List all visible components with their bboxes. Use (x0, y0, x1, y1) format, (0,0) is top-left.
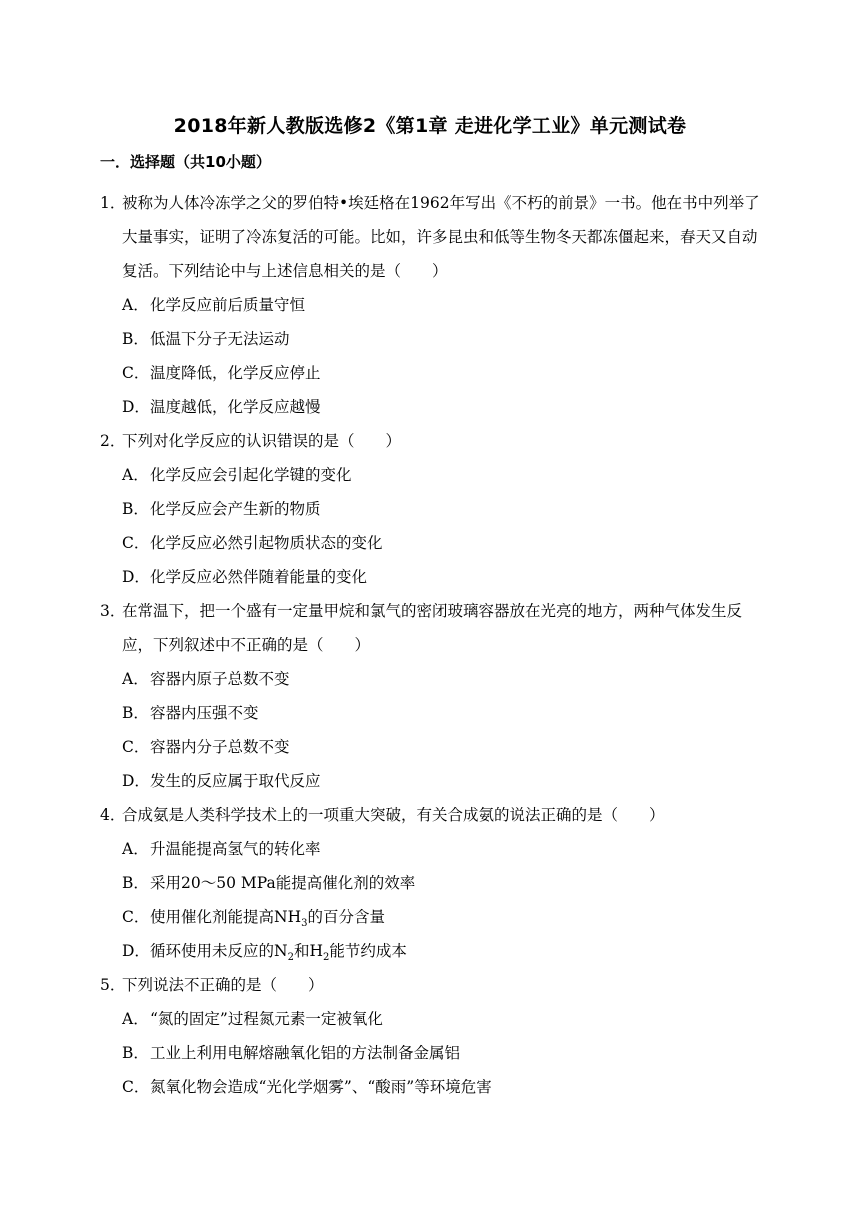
option-letter: A． (122, 840, 149, 858)
option-b[interactable] (100, 696, 764, 730)
question-number: 3． (100, 602, 126, 620)
option-a[interactable] (100, 662, 764, 696)
question-number: 1． (100, 194, 126, 212)
question-1 (100, 186, 764, 424)
option-letter: D． (122, 942, 150, 960)
option-letter: A． (122, 1010, 149, 1028)
option-letter: C． (122, 534, 150, 552)
option-letter: C． (122, 1078, 150, 1096)
question-text: 在常温下，把一个盛有一定量甲烷和氯气的密闭玻璃容器放在光亮的地方，两种气体发生反应，下列叙述中不正确的是（ ） (122, 602, 743, 654)
option-a[interactable] (100, 458, 764, 492)
option-text-before: 循环使用未反应的N (150, 942, 288, 960)
question-list (100, 186, 764, 1104)
option-c[interactable] (100, 730, 764, 764)
option-d[interactable] (100, 390, 764, 424)
option-letter: D． (122, 398, 150, 416)
option-text: 工业上利用电解熔融氧化铝的方法制备金属铝 (150, 1044, 461, 1062)
option-b[interactable] (100, 322, 764, 356)
option-b[interactable] (100, 492, 764, 526)
question-stem (100, 186, 764, 288)
option-text: 容器内分子总数不变 (150, 738, 290, 756)
option-text-after: 的百分含量 (307, 908, 385, 926)
option-text-after: 能节约成本 (329, 942, 407, 960)
option-text: 化学反应前后质量守恒 (150, 296, 306, 314)
option-b[interactable] (100, 1036, 764, 1070)
option-d[interactable] (100, 764, 764, 798)
question-number: 2． (100, 432, 126, 450)
option-text: 温度降低，化学反应停止 (150, 364, 321, 382)
option-b[interactable] (100, 866, 764, 900)
option-text: “氮的固定”过程氮元素一定被氧化 (150, 1010, 383, 1028)
question-3 (100, 594, 764, 798)
option-text: 容器内原子总数不变 (150, 670, 290, 688)
option-a[interactable] (100, 832, 764, 866)
option-d[interactable] (100, 934, 764, 968)
option-letter: B． (122, 330, 149, 348)
option-d[interactable] (100, 560, 764, 594)
option-text: 氮氧化物会造成“光化学烟雾”、“酸雨”等环境危害 (150, 1078, 492, 1096)
option-text: 低温下分子无法运动 (150, 330, 290, 348)
option-letter: D． (122, 772, 150, 790)
page-title: 2018年新人教版选修2《第1章 走进化学工业》单元测试卷 (173, 115, 687, 137)
option-letter: A． (122, 670, 149, 688)
option-letter: C． (122, 738, 150, 756)
option-text-before: 使用催化剂能提高NH (150, 908, 302, 926)
question-stem (100, 798, 764, 832)
option-a[interactable] (100, 1002, 764, 1036)
option-letter: A． (122, 466, 149, 484)
option-letter: C． (122, 908, 150, 926)
subscript: 2 (322, 952, 330, 964)
question-5 (100, 968, 764, 1104)
question-number: 4． (100, 806, 126, 824)
question-text: 合成氨是人类科学技术上的一项重大突破，有关合成氨的说法正确的是（ ） (122, 806, 665, 824)
option-letter: A． (122, 296, 149, 314)
option-letter: B． (122, 1044, 149, 1062)
subscript: 3 (301, 918, 308, 930)
question-stem (100, 594, 764, 662)
subscript: 2 (287, 952, 294, 964)
option-text: 温度越低，化学反应越慢 (150, 398, 321, 416)
option-letter: D． (122, 568, 150, 586)
question-stem (100, 968, 764, 1002)
option-c[interactable] (100, 356, 764, 390)
option-c[interactable] (100, 1070, 764, 1104)
question-2 (100, 424, 764, 594)
option-c[interactable] (100, 526, 764, 560)
option-letter: B． (122, 704, 149, 722)
option-text: 化学反应必然伴随着能量的变化 (150, 568, 368, 586)
option-c[interactable] (100, 900, 764, 934)
option-text: 升温能提高氢气的转化率 (150, 840, 321, 858)
option-letter: B． (122, 874, 149, 892)
question-number: 5． (100, 976, 126, 994)
option-text: 化学反应必然引起物质状态的变化 (150, 534, 383, 552)
option-letter: C． (122, 364, 150, 382)
question-text: 下列对化学反应的认识错误的是（ ） (122, 432, 402, 450)
option-letter: B． (122, 500, 149, 518)
option-a[interactable] (100, 288, 764, 322)
option-text: 化学反应会引起化学键的变化 (150, 466, 352, 484)
question-text: 下列说法不正确的是（ ） (122, 976, 324, 994)
option-text: 采用20～50 MPa能提高催化剂的效率 (150, 874, 416, 892)
option-text: 容器内压强不变 (150, 704, 259, 722)
question-stem (100, 424, 764, 458)
option-text: 发生的反应属于取代反应 (150, 772, 321, 790)
question-4 (100, 798, 764, 968)
section-heading: 一．选择题（共10小题） (100, 153, 271, 171)
option-text: 化学反应会产生新的物质 (150, 500, 321, 518)
option-text-mid: 和H (293, 942, 323, 960)
question-text: 被称为人体冷冻学之父的罗伯特•埃廷格在1962年写出《不朽的前景》一书。他在书中列举了大量事实，证明了冷冻复活的可能。比如，许多昆虫和低等生物冬天都冻僵起来，春天又自动复活。下列结论中与上述信息相关的是（ ） (122, 194, 760, 280)
